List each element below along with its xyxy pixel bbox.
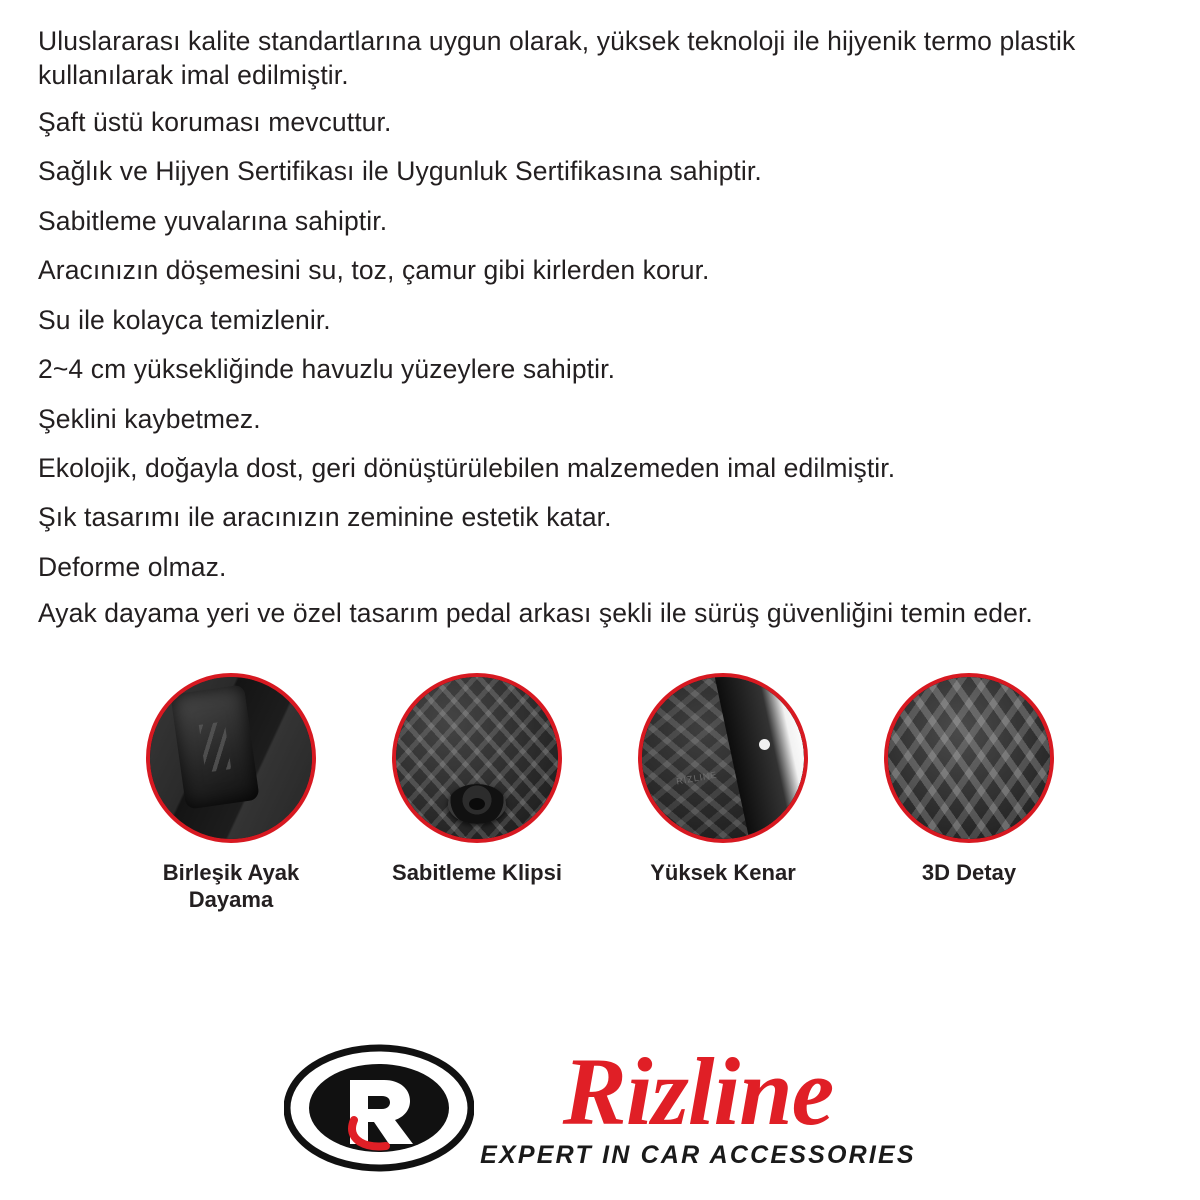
- feature-item: Ekolojik, doğayla dost, geri dönüştürülebilen malzemeden imal edilmiştir.: [38, 452, 896, 483]
- feature-item: Uluslararası kalite standartlarına uygun olarak, yüksek teknoloji ile hijyenik termo plastik kullanılarak imal edilmiştir.: [38, 26, 1076, 91]
- fixing-clip-photo: [392, 673, 562, 843]
- feature-item: Ayak dayama yeri ve özel tasarım pedal arkası şekli ile sürüş güvenliğini temin eder.: [38, 598, 1033, 629]
- highlight-label: Yüksek Kenar: [650, 859, 796, 885]
- highlight-label: 3D Detay: [921, 859, 1017, 885]
- highlight-label: Sabitleme Klipsi: [392, 859, 562, 885]
- brand-logo: [0, 1038, 1200, 1172]
- footrest-detail-photo: [146, 673, 316, 843]
- brand-tagline: EXPERT IN CAR ACCESSORIES: [480, 1140, 916, 1169]
- 3d-texture-photo: [884, 673, 1054, 843]
- brand-wordmark: Rizline: [562, 1038, 834, 1146]
- feature-item: Şaft üstü koruması mevcuttur.: [38, 106, 392, 137]
- highlight-item-edge: [628, 673, 818, 914]
- feature-item: Sağlık ve Hijyen Sertifikası ile Uygunluk Sertifikasına sahiptir.: [38, 156, 762, 187]
- feature-item: Aracınızın döşemesini su, toz, çamur gibi kirlerden korur.: [38, 255, 710, 286]
- highlight-item-3d: [874, 673, 1064, 914]
- high-edge-photo: RIZLINE: [638, 673, 808, 843]
- highlight-item-footrest: [136, 673, 326, 914]
- feature-item: Su ile kolayca temizlenir.: [38, 304, 331, 335]
- highlight-row: [0, 673, 1200, 914]
- rizline-monogram-icon: [284, 1044, 474, 1172]
- feature-item: Sabitleme yuvalarına sahiptir.: [38, 205, 388, 236]
- feature-item: Deforme olmaz.: [38, 551, 227, 582]
- feature-item: 2~4 cm yüksekliğinde havuzlu yüzeylere sahiptir.: [38, 354, 616, 385]
- feature-item: Şeklini kaybetmez.: [38, 403, 261, 434]
- highlight-item-clip: [382, 673, 572, 914]
- clip-grommet-icon: [448, 784, 506, 824]
- highlight-label: Birleşik Ayak Dayama: [162, 859, 300, 913]
- feature-item: Şık tasarımı ile aracınızın zeminine estetik katar.: [38, 502, 612, 533]
